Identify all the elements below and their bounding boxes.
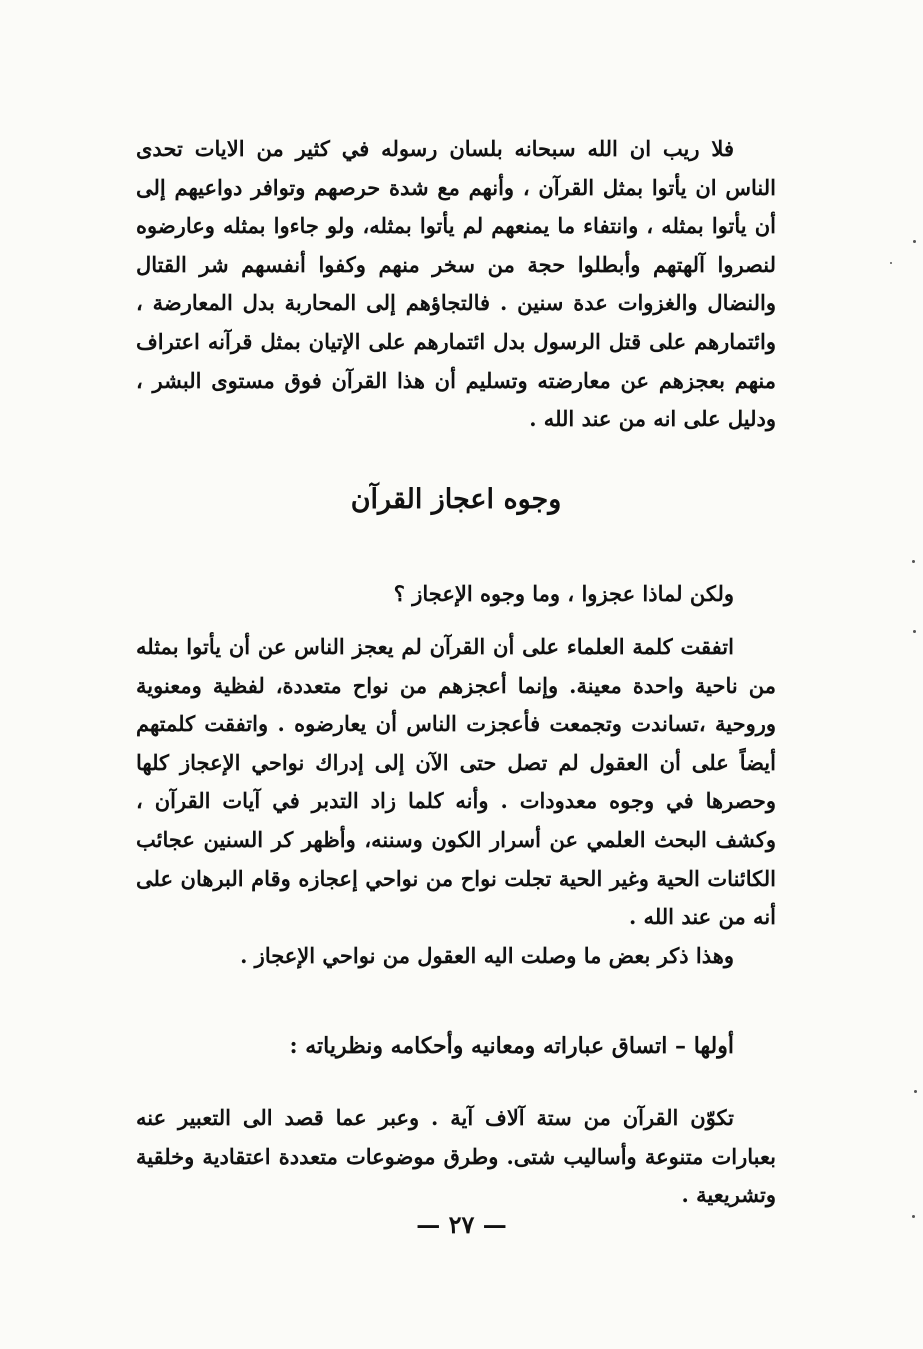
scan-speck [890, 262, 892, 264]
scan-speck [913, 630, 916, 633]
scan-speck [913, 240, 916, 243]
question-line: ولكن لماذا عجزوا ، وما وجوه الإعجاز ؟ [393, 581, 734, 606]
scan-speck [912, 560, 915, 563]
first-aspect-paragraph: تكوّن القرآن من ستة آلاف آية . وعبر عما قصد الى التعبير عنه بعبارات متنوعة وأساليب شتى. وطرق موضوعات متعددة اعتقادية وخلقية وتشريعية . [136, 1105, 776, 1208]
page-number: — ٢٧ — [416, 1210, 507, 1239]
section-heading: وجوه اعجاز القرآن [350, 484, 562, 515]
intro-paragraph: فلا ريب ان الله سبحانه بلسان رسوله في كثير من الايات تحدى الناس ان يأتوا بمثل القرآن ، وأنهم مع شدة حرصهم وتوافر دواعيهم إلى أن يأتوا بمثله ، وانتفاء ما يمنعهم لم يأتوا بمثله، ولو جاءوا بمثله وعارضوه لنصروا آلهتهم وأبطلوا حجة من سخر منهم وكفوا أنفسهم شر القتال والنضال والغزوات عدة سنين . فالتجاؤهم إلى المحاربة بدل المعارضة ، وائتمارهم على قتل الرسول بدل ائتمارهم على الإتيان بمثل قرآنه اعتراف منهم بعجزهم عن معارضته وتسليم أن هذا القرآن فوق مستوى البشر ، ودليل على انه من عند الله . [136, 136, 776, 432]
scan-speck [912, 1215, 915, 1218]
scan-speck [914, 1090, 917, 1093]
consensus-paragraph: اتفقت كلمة العلماء على أن القرآن لم يعجز الناس عن أن يأتوا بمثله من ناحية واحدة معينة. وإنما أعجزهم من نواح متعددة، لفظية ومعنوية وروحية ،تساندت وتجمعت فأعجزت الناس أن يعارضوه . واتفقت كلمتهم أيضاً على أن العقول لم تصل حتى الآن إلى إدراك نواحي الإعجاز كلها وحصرها في وجوه معدودات . وأنه كلما زاد التدبر في آيات القرآن ، وكشف البحث العلمي عن أسرار الكون وسننه، وأظهر كر السنين عجائب الكائنات الحية وغير الحية تجلت نواح من نواحي إعجازه وقام البرهان على أنه من عند الله . [136, 634, 776, 930]
mention-line: وهذا ذكر بعض ما وصلت اليه العقول من نواحي الإعجاز . [240, 943, 734, 968]
first-aspect-heading: أولها – اتساق عباراته ومعانيه وأحكامه ونظرياته : [289, 1033, 734, 1059]
